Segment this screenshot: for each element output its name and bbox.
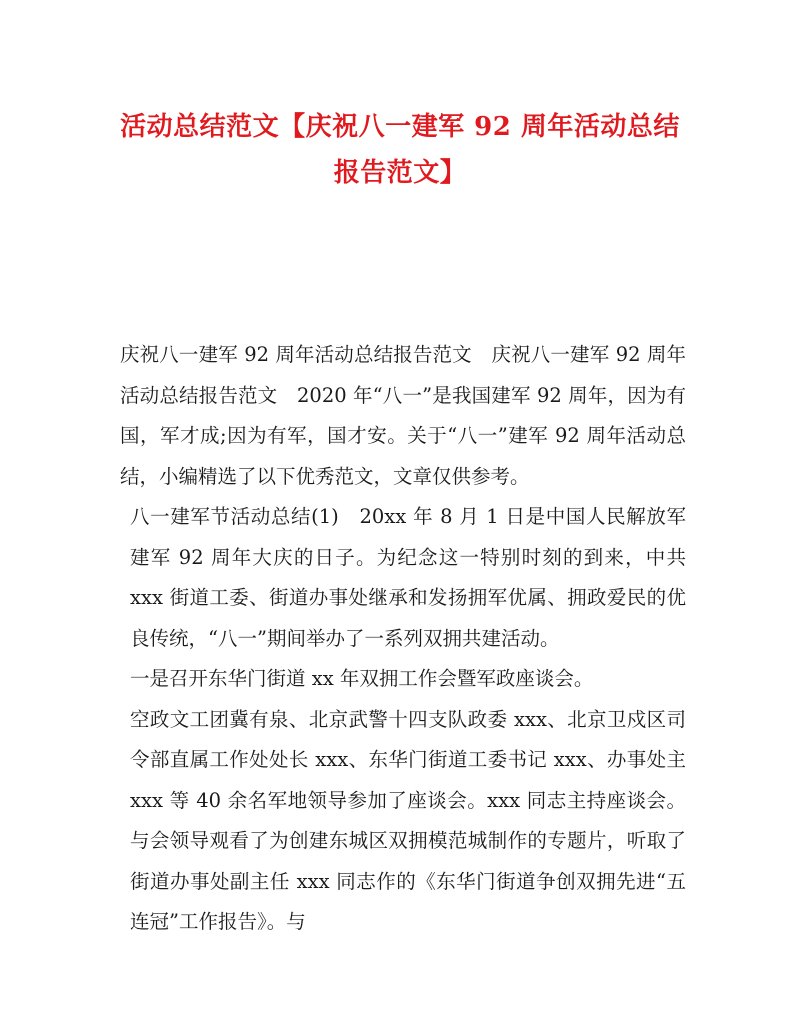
paragraph-meeting: 一是召开东华门街道 xx 年双拥工作会暨军政座谈会。 bbox=[130, 667, 594, 690]
paragraph-summary-1: 八一建军节活动总结(1) 20xx 年 8 月 1 日是中国人民解放军建军 92 周年大庆的日子。为纪念这一特别时刻的到来，中共 xxx 街道工委、街道办事处继承和发扬拥军优属、拥政爱民的优良传统，“八一”期间举办了一系列双拥共建活动。 bbox=[130, 505, 686, 650]
paragraph-attendees: 空政文工团冀有泉、北京武警十四支队政委 xxx、北京卫戍区司令部直属工作处处长 xxx、东华门街道工委书记 xxx、办事处主 xxx 等 40 余名军地领导参加了座谈会。xxx 同志主持座谈会。与会领导观看了为创建东城区双拥模范城制作的专题片，听取了街道办事处副主任 xxx 同志作的《东华门街道争创双拥先进“五连冠”工作报告》。与 bbox=[130, 707, 686, 933]
document-title: 活动总结范文【庆祝八一建军 92 周年活动总结报告范文】 bbox=[120, 112, 680, 188]
document-body bbox=[120, 335, 686, 943]
paragraph-intro: 庆祝八一建军 92 周年活动总结报告范文 庆祝八一建军 92 周年活动总结报告范文 2020 年“八一”是我国建军 92 周年，因为有国，军才成;因为有军，国才安。关于“八一”建军 92 周年活动总结，小编精选了以下优秀范文，文章仅供参考。 bbox=[120, 343, 686, 488]
